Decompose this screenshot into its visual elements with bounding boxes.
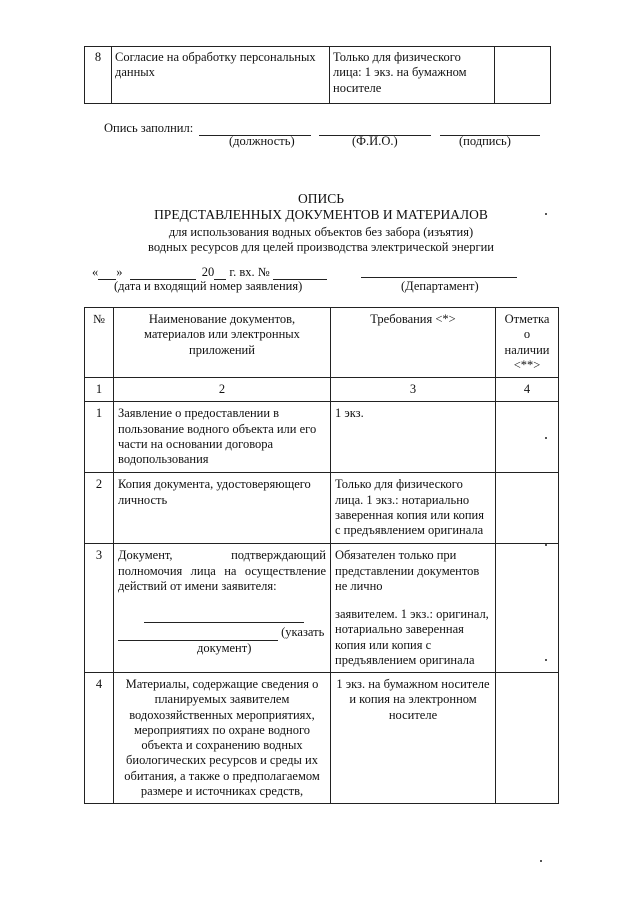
- row-number: 1: [85, 402, 114, 473]
- document-name: Документ, подтверждающий полномочия лица на осуществление действий от имени заявителя:: [118, 548, 326, 593]
- document-name: Согласие на обработку персональных данных: [112, 47, 330, 104]
- presence-mark-cell: [496, 544, 559, 673]
- table-row: [85, 402, 559, 473]
- table-header-row: [85, 308, 559, 378]
- table-index-row: [85, 378, 559, 402]
- table-row: [85, 473, 559, 544]
- specify-note-tail: документ): [197, 640, 252, 655]
- document-requirement-cont: заявителем. 1 экз.: оригинал, нотариально заверенная копия или копия с предъявлением оригинала: [335, 607, 489, 667]
- incoming-number-label: г. вх. №: [229, 265, 270, 279]
- department-field: [361, 265, 517, 278]
- scan-speck: [545, 659, 547, 661]
- title-line-4: водных ресурсов для целей производства электрической энергии: [148, 240, 494, 255]
- date-caption: (дата и входящий номер заявления): [114, 279, 303, 293]
- title-line-3: для использования водных объектов без забора (изъятия): [168, 224, 474, 239]
- document-requirement: Обязателен только при представлении документов не лично: [335, 548, 480, 593]
- presence-mark-cell: [495, 47, 551, 104]
- signature-caption: (подпись): [459, 134, 511, 148]
- table-row: [85, 47, 551, 104]
- presence-mark-cell: [496, 402, 559, 473]
- document-requirement: 1 экз.: [331, 402, 496, 473]
- title-line-2: ПРЕДСТАВЛЕННЫХ ДОКУМЕНТОВ И МАТЕРИАЛОВ: [154, 207, 488, 223]
- table-row: [85, 673, 559, 804]
- row-number: 3: [85, 544, 114, 673]
- document-requirement: 1 экз. на бумажном носителе и копия на электронном носителе: [331, 673, 496, 804]
- table-row: [85, 544, 559, 673]
- row-number: 8: [85, 47, 112, 104]
- row-number: 2: [85, 473, 114, 544]
- header-number: №: [85, 308, 114, 378]
- document-requirement: Только для физического лица: 1 экз. на бумажном носителе: [330, 47, 495, 104]
- document-type-field: [118, 608, 326, 623]
- scan-speck: [545, 213, 547, 215]
- filled-by-label: Опись заполнил:: [104, 121, 194, 135]
- document-name: Заявление о предоставлении в пользование водного объекта или его части на основании договора водопользования: [114, 402, 331, 473]
- documents-table: [84, 307, 559, 804]
- document-title: [84, 191, 558, 255]
- position-caption: (должность): [229, 134, 295, 148]
- header-requirement: Требования <*>: [331, 308, 496, 378]
- index-cell: 4: [496, 378, 559, 402]
- index-cell: 2: [114, 378, 331, 402]
- presence-mark-cell: [496, 673, 559, 804]
- scan-speck: [545, 544, 547, 546]
- close-quote: »: [116, 265, 123, 279]
- document-requirement-cell: [331, 544, 496, 673]
- top-table: [84, 46, 551, 104]
- header-name: Наименование документов, материалов или электронных приложений: [114, 308, 331, 378]
- index-cell: 3: [331, 378, 496, 402]
- document-requirement: Только для физического лица. 1 экз.: нотариально заверенная копия или копия с предъявлением оригинала: [331, 473, 496, 544]
- scan-speck: [545, 437, 547, 439]
- open-quote: «: [92, 265, 99, 279]
- document-type-field-2: [118, 625, 326, 640]
- department-caption: (Департамент): [401, 279, 479, 293]
- document-name: Копия документа, удостоверяющего личность: [114, 473, 331, 544]
- specify-note: (указать: [281, 625, 325, 640]
- index-cell: 1: [85, 378, 114, 402]
- document-name: Материалы, содержащие сведения о планируемых заявителем водохозяйственных мероприятиях, мероприятиях по охране водного объекта и сохранению водных биологических ресурсов и среды их обитания, а также о предполагаемом размере и источниках средств,: [114, 673, 331, 804]
- scan-speck: [540, 860, 542, 862]
- date-number-line: [92, 265, 327, 280]
- title-line-1: ОПИСЬ: [297, 191, 344, 206]
- name-caption: (Ф.И.О.): [352, 134, 398, 148]
- header-mark: Отметка о наличии <**>: [496, 308, 559, 378]
- presence-mark-cell: [496, 473, 559, 544]
- document-name-cell: [114, 544, 331, 673]
- row-number: 4: [85, 673, 114, 804]
- year-prefix: 20: [201, 265, 215, 279]
